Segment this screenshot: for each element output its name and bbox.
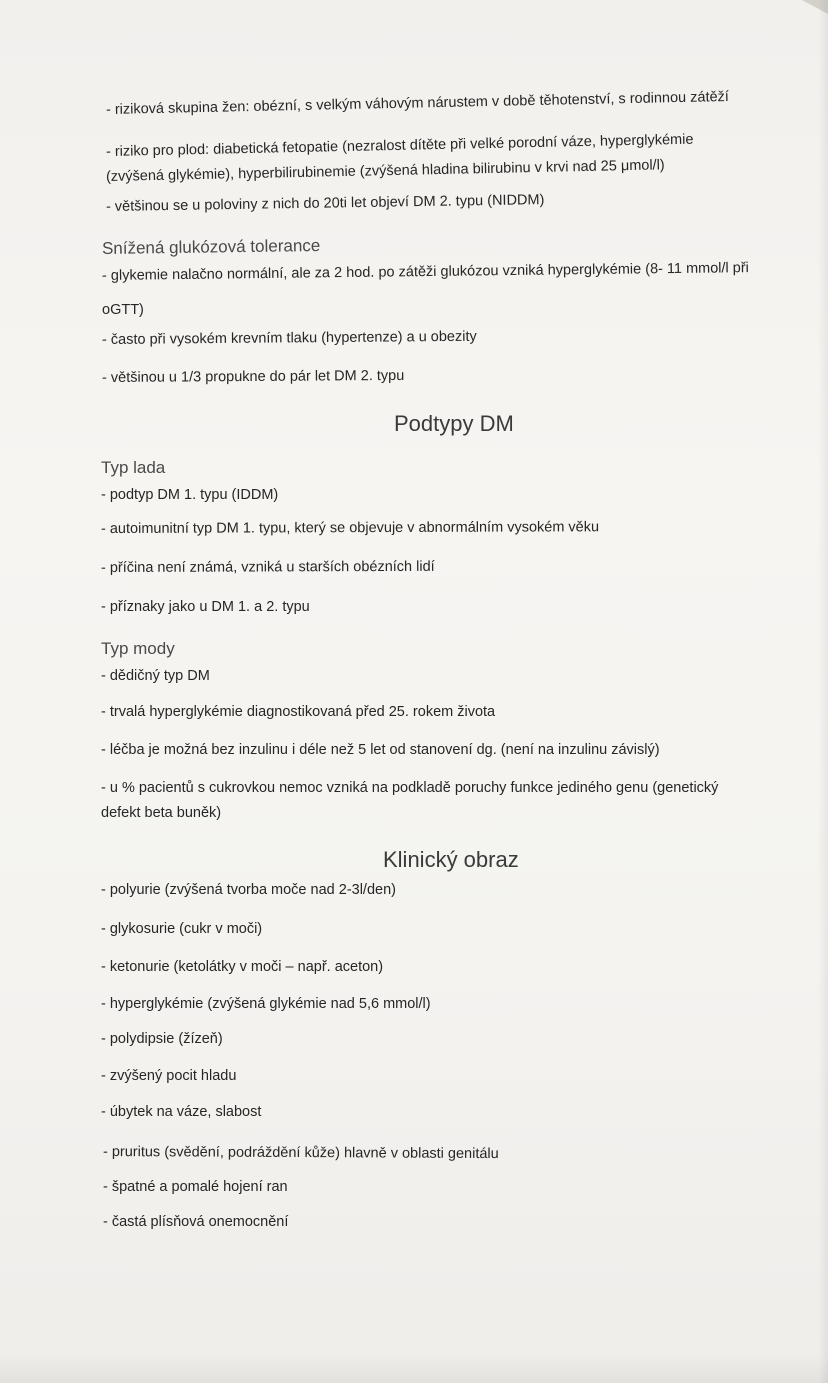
- tolerance-line-1: - glykemie nalačno normální, ale za 2 hod. po zátěži glukózou vzniká hyperglykémie (8- 11 mmol/l při: [101, 260, 749, 284]
- clinical-item: - špatné a pomalé hojení ran: [103, 1179, 288, 1195]
- mody-line-4: - u % pacientů s cukrovkou nemoc vzniká na podkladě poruchy funkce jediného genu (genetický: [101, 780, 719, 796]
- mody-line-4-cont: defekt beta buněk): [101, 805, 222, 821]
- niddm-line: - většinou se u poloviny z nich do 20ti let objeví DM 2. typu (NIDDM): [105, 192, 545, 215]
- mody-line-3: - léčba je možná bez inzulinu i déle než 5 let od stanovení dg. (není na inzulinu závislý): [101, 742, 660, 758]
- tolerance-title: Snížená glukózová tolerance: [101, 235, 321, 258]
- clinical-heading: Klinický obraz: [383, 847, 519, 872]
- clinical-item: - častá plísňová onemocnění: [103, 1214, 289, 1230]
- fetus-risk-line: - riziko pro plod: diabetická fetopatie (nezralost dítěte při velké porodní váze, hyperglykémie: [105, 131, 694, 160]
- fetus-risk-line-cont: (zvýšená glykémie), hyperbilirubinemie (zvýšená hladina bilirubinu v krvi nad 25 μmol/l): [105, 157, 665, 185]
- tolerance-line-3: - většinou u 1/3 propukne do pár let DM 2. typu: [101, 367, 405, 386]
- clinical-item: - polydipsie (žízeň): [101, 1031, 223, 1047]
- mody-line-1: - dědičný typ DM: [101, 668, 210, 684]
- lada-line-4: - příznaky jako u DM 1. a 2. typu: [101, 599, 310, 615]
- lada-line-3: - příčina není známá, vzniká u starších obézních lidí: [100, 558, 435, 576]
- clinical-item: - zvýšený pocit hladu: [101, 1068, 237, 1084]
- lada-line-1: - podtyp DM 1. typu (IDDM): [101, 487, 279, 503]
- clinical-item: - glykosurie (cukr v moči): [101, 921, 263, 937]
- clinical-item: - hyperglykémie (zvýšená glykémie nad 5,6 mmol/l): [101, 996, 431, 1012]
- clinical-item: - polyurie (zvýšená tvorba moče nad 2-3l/den): [101, 882, 396, 898]
- tolerance-line-2: - často při vysokém krevním tlaku (hypertenze) a u obezity: [101, 328, 477, 348]
- subtypes-heading: Podtypy DM: [394, 411, 514, 436]
- mody-title: Typ mody: [101, 639, 175, 658]
- lada-line-2: - autoimunitní typ DM 1. typu, který se objevuje v abnormálním vysokém věku: [100, 519, 600, 537]
- clinical-item: - pruritus (svědění, podráždění kůže) hlavně v oblasti genitálu: [102, 1144, 499, 1163]
- risk-group-line: - riziková skupina žen: obézní, s velkým váhovým nárustem v době těhotenství, s rodinnou zátěží: [105, 88, 730, 118]
- mody-line-2: - trvalá hyperglykémie diagnostikovaná před 25. rokem života: [101, 704, 496, 720]
- lada-title: Typ lada: [101, 458, 166, 477]
- clinical-item: - úbytek na váze, slabost: [101, 1104, 262, 1120]
- tolerance-line-1-cont: oGTT): [102, 302, 144, 318]
- clinical-item: - ketonurie (ketolátky v moči – např. aceton): [101, 959, 384, 975]
